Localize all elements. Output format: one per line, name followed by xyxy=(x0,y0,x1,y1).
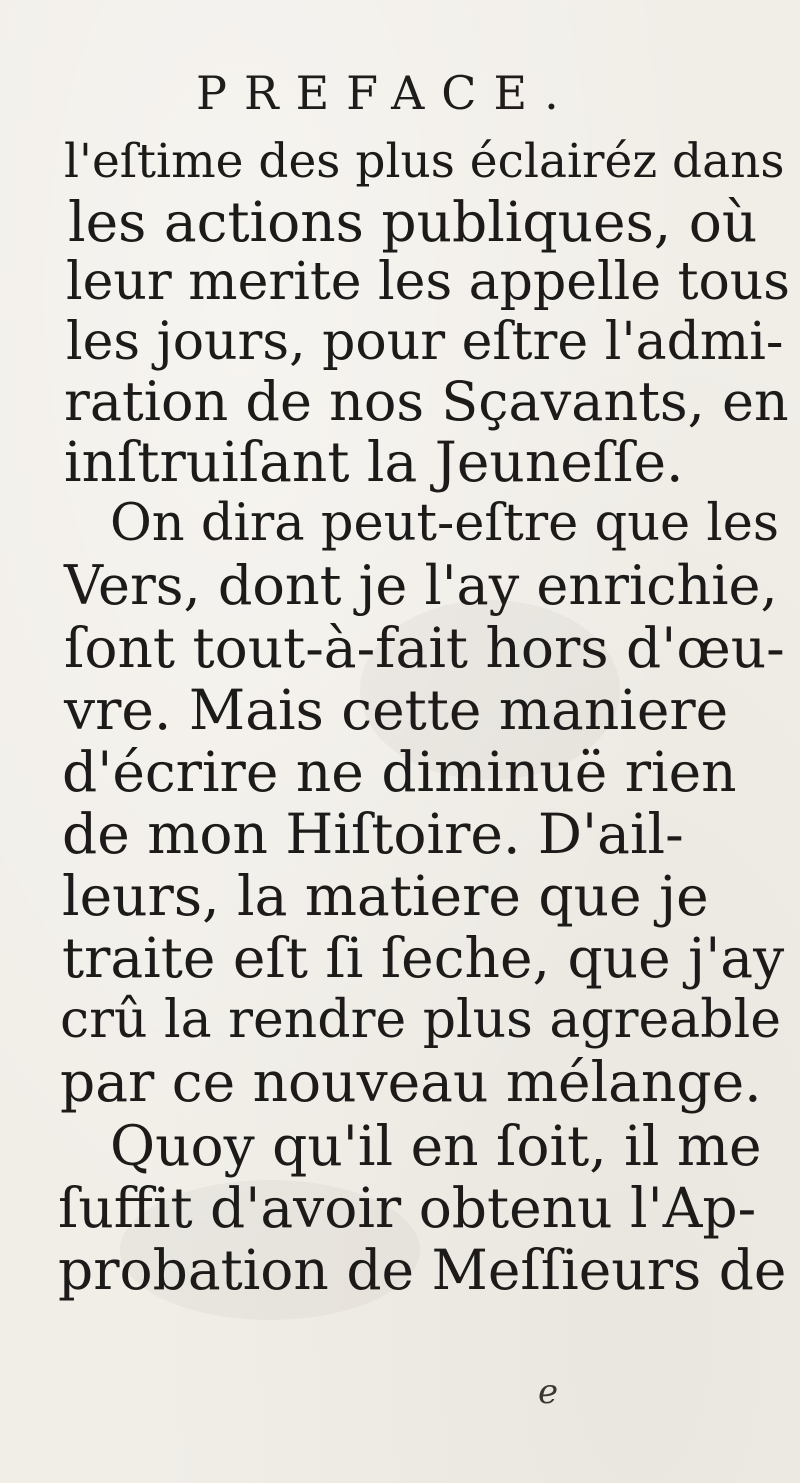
text-line: leur merite les appelle tous xyxy=(66,252,790,312)
text-line: traite eſt ſi ſeche, que j'ay xyxy=(62,926,785,990)
text-line: par ce nouveau mélange. xyxy=(60,1050,762,1114)
signature-mark: e xyxy=(538,1372,559,1412)
text-line: ration de nos Sçavants, en xyxy=(64,370,789,433)
text-line: de mon Hiſtoire. D'ail- xyxy=(62,802,684,866)
text-line: probation de Meſſieurs de xyxy=(58,1238,787,1302)
text-line: On dira peut-eſtre que les xyxy=(110,494,780,553)
text-line: vre. Mais cette maniere xyxy=(64,678,729,742)
text-line: ſuffit d'avoir obtenu l'Ap- xyxy=(58,1176,757,1240)
text-line: leurs, la matiere que je xyxy=(62,864,709,928)
text-line: les actions publiques, où xyxy=(68,190,758,254)
text-line: les jours, pour eſtre l'admi- xyxy=(66,312,784,372)
text-line: ſont tout-à-fait hors d'œu- xyxy=(64,616,785,680)
running-head: PREFACE. xyxy=(196,66,576,120)
text-line: l'eſtime des plus éclairéz dans xyxy=(64,134,785,189)
text-line: inſtruiſant la Jeuneſſe. xyxy=(64,430,684,494)
text-line: Quoy qu'il en ſoit, il me xyxy=(110,1114,762,1178)
text-line: Vers, dont je l'ay enrichie, xyxy=(64,554,778,617)
text-line: crû la rendre plus agreable xyxy=(60,990,781,1050)
text-line: d'écrire ne diminuë rien xyxy=(62,740,737,804)
